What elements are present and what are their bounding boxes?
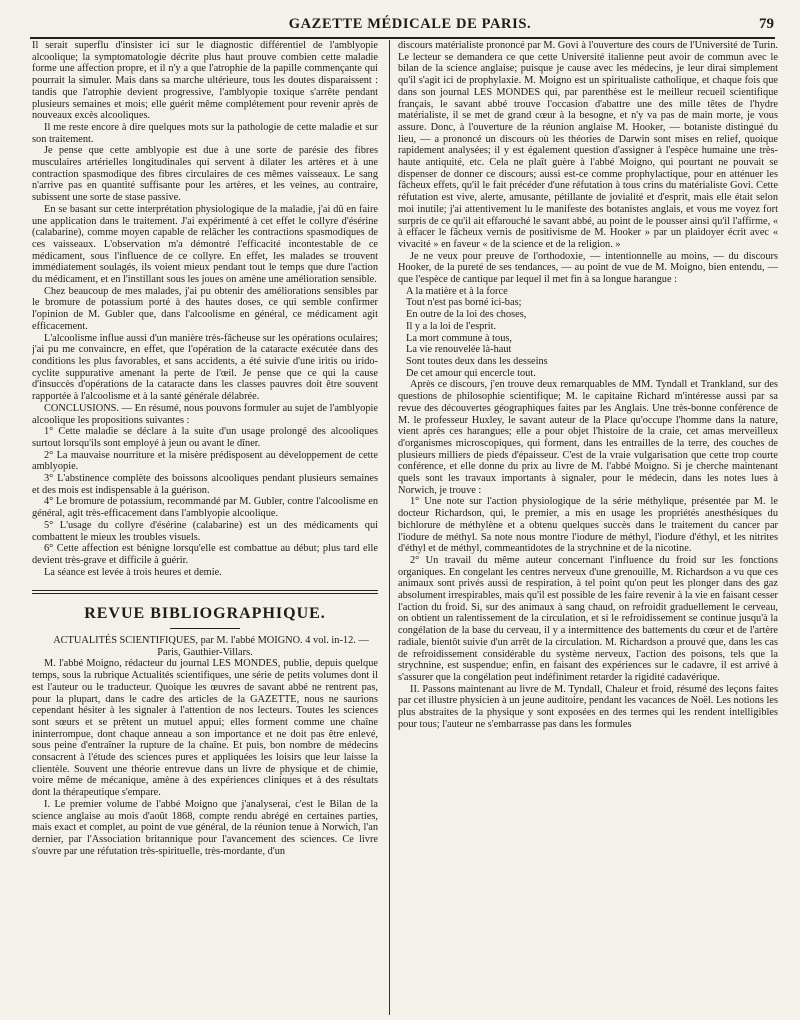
right-column bbox=[398, 40, 778, 1015]
verse-line: La vie renouvelée là-haut bbox=[406, 344, 512, 356]
left-column bbox=[32, 40, 378, 1015]
verse-line: En outre de la loi des choses, bbox=[406, 309, 527, 321]
conclusion-item: 3° L'abstinence complète des boissons alcooliques pendant plusieurs semaines et des mois est indispensable à la guérison. bbox=[32, 473, 378, 496]
paragraph: Après ce discours, j'en trouve deux remarquables de MM. Tyndall et Trankland, sur des questions de philosophie scientifique; M. le capitaine Richard m'intéresse aussi par sa revue des découvertes géographiques faites par les Anglais. Une très-bonne conférence de M. le professeur Huxley, le savant auteur de la Place qu'occupe l'homme dans la nature, vient après ces harangues; elle a pour objet l'histoire de la craie, cet amas merveilleux d'organismes microscopiques, qui forment, dans les entrailles de la terre, des couches de plusieurs milliers de pieds d'épaisseur. C'est de la vraie vulgarisation que cette trop courte conférence, et elle donne du prix au livre de M. l'abbé Moigno. Si je cherche maintenant quels sont les travaux importants à signaler, pour le médecin, dans les notes lues à Norwich, je trouve : bbox=[398, 379, 778, 496]
verse-line: A la matière et à la force bbox=[406, 285, 508, 297]
verse-block bbox=[406, 286, 778, 380]
verse-line: Tout n'est pas borné ici-bas; bbox=[406, 297, 522, 309]
paragraph: Je pense que cette amblyopie est due à une sorte de parésie des fibres musculaires artérielles longitudinales qui servent à dilater les artères et à une contraction spasmodique des fibres circulaires de ces mêmes vaisseaux. Le sang n'arrive pas en quantité suffisante pour les artères, et les veines, au contraire, subissent une sorte de stase passive. bbox=[32, 145, 378, 204]
paragraph: Il serait superflu d'insister ici sur le diagnostic différentiel de l'amblyopie alcoolique; la symptomatologie décrite plus haut prouve combien cette maladie forme une affection propre, et il n'y a que l'atrophie de la papille commençante qui pourrait la simuler. Mais dans sa marche ultérieure, tous les doutes disparaissent : tandis que l'atrophie devient progressive, l'amblyopie toxique s'arrête pendant plusieurs semaines et mois; elle guérit même complétement pour revenir après de nouveaux excès alcooliques. bbox=[32, 40, 378, 122]
header-rule bbox=[30, 37, 775, 39]
conclusion-item: 6° Cette affection est bénigne lorsqu'elle est combattue au début; plus tard elle devient très-grave et difficile à guérir. bbox=[32, 543, 378, 566]
section-title: REVUE BIBLIOGRAPHIQUE. bbox=[84, 605, 326, 623]
section-separator bbox=[32, 590, 378, 594]
paragraph: Il me reste encore à dire quelques mots sur la pathologie de cette maladie et sur son traitement. bbox=[32, 121, 378, 145]
paragraph: II. Passons maintenant au livre de M. Tyndall, Chaleur et froid, résumé des leçons faites par cet illustre physicien à un jeune auditoire, pendant les vacances de Noël. Les notions les plus abstraites de la physique y sont exposées en des termes qui les rendent intelligibles pour tous; l'auteur ne s'embarrasse pas dans les formules bbox=[398, 683, 778, 730]
conclusion-item: 1° Cette maladie se déclare à la suite d'un usage prolongé des alcooliques surtout lorsqu'ils sont employé à jeun ou avant le dîner. bbox=[32, 426, 378, 449]
conclusions-heading: CONCLUSIONS. — En résumé, nous pouvons formuler au sujet de l'amblyopie alcoolique les propositions suivantes : bbox=[32, 402, 378, 426]
verse-line: La mort commune à tous, bbox=[406, 332, 512, 344]
paragraph: I. Le premier volume de l'abbé Moigno que j'analyserai, c'est le Bilan de la science anglaise au mois d'août 1868, compte rendu abrégé en certaines parties, mais exact et complet, au point de vue général, de la réunion tenue à Norwich, l'an dernier, par l'Association britannique pour l'avancement des sciences. Ce livre s'ouvre par une réfutation très-spirituelle, très-mordante, d'un bbox=[32, 798, 378, 857]
conclusion-item: 2° La mauvaise nourriture et la misère prédisposent au développement de cette amblyopie. bbox=[32, 449, 378, 473]
conclusion-item: 4° Le bromure de potassium, recommandé par M. Gubler, contre l'alcoolisme en général, agit très-efficacement dans l'amblyopie alcoolique. bbox=[32, 496, 378, 520]
paragraph: discours matérialiste prononcé par M. Govi à l'ouverture des cours de l'Université de Turin. Le lecteur se demandera ce que cette Université italienne peut avoir de commun avec le bilan de la science anglaise; puisque je cause avec les médecins, je leur dirai simplement qu'il s'agit ici de prophylaxie. M. Moigno est un spiritualiste catholique, et chaque fois que dans son journal LES MONDES qui, par parenthèse est le meilleur recueil scientifique français, le savant abbé trouve l'occasion d'abattre une des mille têtes de l'hydre matérialiste, il se met de grand cœur à la besogne, et n'y va pas de main morte, je vous assure. Donc, à l'ouverture de la réunion anglaise M. Hooker, — botaniste distingué du lieu, — a prononcé un discours où les théories de Darwin sont mises en relief, quoique rapidement analysées; il y est également question d'assigner à l'espèce humaine une très-haute antiquité, etc. Cela ne plaît guère à l'abbé Moigno, qui pourtant ne pouvait se dispenser de donner ce discours; aussi est-ce comme prophylactique, pour en atténuer les fâcheux effets, qu'il le fait précéder d'une réfutation à tous crins du matérialiste Govi. Cette réfutation est vive, alerte, amusante, pétillante de jovialité et d'esprit, mais elle était selon moi inutile; j'ai attentivement lu le manifeste des botanistes anglais, et vous me voyez fort surpris de ce qu'il ait effarouché le savant abbé, au point de le pousser ainsi qu'il l'affirme, « à effacer le fâcheux vernis de positivisme de M. Hooker » par un plaidoyer écrit avec « vivacité » en faveur « de la science et de la religion. » bbox=[398, 40, 778, 250]
page-header bbox=[30, 16, 790, 38]
book-reference: ACTUALITÉS SCIENTIFIQUES, par M. l'abbé MOIGNO. 4 vol. in-12. — Paris, Gauthier-Villars. bbox=[53, 635, 369, 658]
journal-title: GAZETTE MÉDICALE DE PARIS. bbox=[288, 16, 532, 32]
paragraph: Je ne veux pour preuve de l'orthodoxie, — intentionnelle au moins, — du discours Hooker, de la pureté de ses tendances, — au point de vue de M. Moigno, bien entendu, — que l'espèce de cantique par lequel il met fin à sa longue harangue : bbox=[398, 250, 778, 286]
title-underline bbox=[170, 628, 240, 629]
paragraph: 1° Une note sur l'action physiologique de la série méthylique, présentée par M. le docteur Richardson, qui, le premier, a mis en usage les propriétés anesthésiques du bichlorure de méthylène et a obtenu quelques succès dans le traitement du cancer par l'iodure de méthyl. Sa note nous montre l'iodure de méthyl, l'iodure d'éthyl, et les nitrites d'éthyl et de méthyl, commeantidotes de la strychnine et de la nicotine. bbox=[398, 496, 778, 555]
paragraph: L'alcoolisme influe aussi d'un manière très-fâcheuse sur les opérations oculaires; j'ai pu me convaincre, en effet, que l'opération de la cataracte exécutée dans des conditions les plus favorables, et sans accidents, a été suivie d'une iritis ou irido-cyclite suppurative amenant la perte de l'œil. Je pense que ce qui la cause d'insuccès d'opérations de la cataracte dans les classes pauvres doit être souvent rapportée à l'alcoolisme et à la santé générale délabrée. bbox=[32, 332, 378, 403]
verse-line: Il y a la loi de l'esprit. bbox=[406, 320, 497, 332]
paragraph: 2° Un travail du même auteur concernant l'influence du froid sur les fonctions organiques. En congelant les centres nerveux d'une grenouille, M. Richardson a vu que ces animaux sont privés aussi de respiration, à tel point qu'on peut les plonger dans des gaz absolument irrespirables, mais qu'il est possible de les faire revenir à la vie en faisant cesser l'action du froid. Si, sur des animaux à sang chaud, on refroidit graduellement le cerveau, on obtient un ralentissement de la circulation, et si le refroidissement se continue jusqu'à la congélation de la base du cerveau, il y a intermittence des battements du cœur et de l'artère radiale, bientôt suivie d'un arrêt de la circulation. M. Richardson a prouvé que, dans les cas de refroidissement considérable du système nerveux, l'action des poisons, tels que la strychnine, est suspendue; enfin, en faisant des expériences sur le cadavre, il est arrivé à s'assurer que la congélation peut indéfiniment retarder la rigidité cadavérique. bbox=[398, 554, 778, 683]
conclusion-item: 5° L'usage du collyre d'ésérine (calabarine) est un des médicaments qui combattent le mieux les troubles visuels. bbox=[32, 519, 378, 543]
verse-line: De cet amour qui encercle tout. bbox=[406, 367, 536, 379]
paragraph: En se basant sur cette interprétation physiologique de la maladie, j'ai dû en faire une application dans le traitement. J'ai expérimenté à cet effet le collyre d'ésérine (calabarine), comme moyen capable de relâcher les contractions spasmodiques de ces vaisseaux. L'observation m'a démontré l'efficacité incontestable de ce médicament, sous l'influence de ce collyre. En effet, les malades se trouvent immédiatement soulagés, ils voient mieux pendant tout le temps que dure l'action du médicament, et en l'instillant sous les joues on amène une amélioration sensible. bbox=[32, 203, 378, 286]
paragraph: M. l'abbé Moigno, rédacteur du journal LES MONDES, publie, depuis quelque temps, sous la rubrique Actualités scientifiques, une série de petits volumes dont il est l'auteur ou le traducteur. Quoique les œuvres de savant abbé ne rentrent pas, pour la plupart, dans le cadre des articles de la GAZETTE, nous ne saurions cependant hésiter à les signaler à l'attention de nos lecteurs. Toutes les sciences sont sœurs et se prêtent un mutuel appui; elles forment comme une chaîne ininterrompue, dont chaque anneau a son importance et ne doit pas être enlevé, sous peine d'entraîner la rupture de la chaîne. Et puis, bon nombre de médecins consacrent à l'étude des sciences pures et appliquées les loisirs que leur laisse la clientèle. Souvent une théorie entrevue dans un livre de physique et de chimie, voire même de mécanique, amène à des expériences cliniques et à des résultats dont la thérapeutique s'empare. bbox=[32, 658, 378, 799]
column-divider bbox=[389, 40, 390, 1015]
verse-line: Sont toutes deux dans les desseins bbox=[406, 355, 548, 367]
closing-line: La séance est levée à trois heures et demie. bbox=[44, 566, 222, 578]
page-number: 79 bbox=[759, 16, 774, 32]
paragraph: Chez beaucoup de mes malades, j'ai pu obtenir des améliorations sensibles par le bromure de potassium porté à des hautes doses, ce qui semble confirmer l'opinion de M. Gubler que, dans l'alcoolisme en général, ce médicament agit efficacement. bbox=[32, 285, 378, 332]
